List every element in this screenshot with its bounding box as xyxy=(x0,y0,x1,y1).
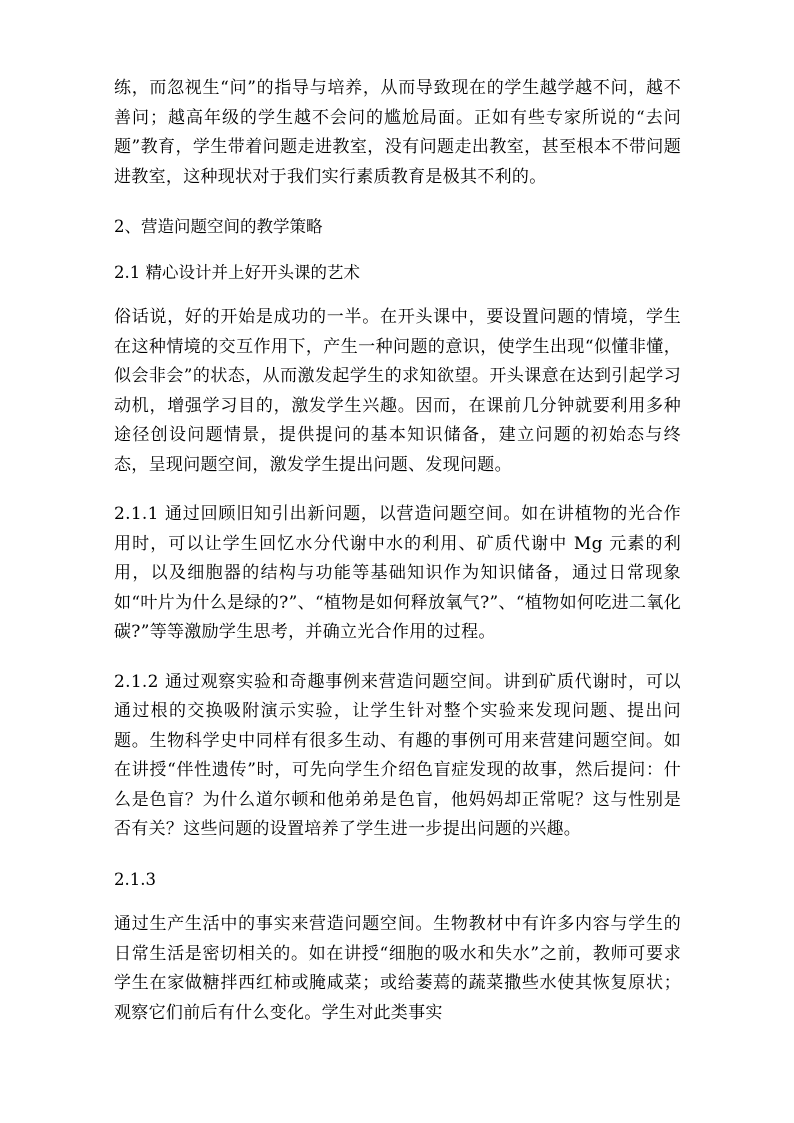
paragraph-2-1-3: 通过生产生活中的事实来营造问题空间。生物教材中有许多内容与学生的日常生活是密切相关的。如在讲授“细胞的吸水和失水”之前，教师可要求学生在家做糖拌西红柿或腌咸菜；或给萎蔫的蔬菜撒些水使其恢复原状；观察它们前后有什么变化。学生对此类事实 xyxy=(114,914,681,1023)
intro-paragraph: 练，而忽视生“问”的指导与培养，从而导致现在的学生越学越不问，越不善问；越高年级的学生越不会问的尴尬局面。正如有些专家所说的“去问题”教育，学生带着问题走进教室，没有问题走出教室，甚至根本不带问题进教室，这种现状对于我们实行素质教育是极其不利的。 xyxy=(114,78,681,187)
section-heading-2: 2、营造问题空间的教学策略 xyxy=(114,217,323,236)
paragraph-2-1-2: 2.1.2 通过观察实验和奇趣事例来营造问题空间。讲到矿质代谢时，可以通过根的交换吸附演示实验，让学生针对整个实验来发现问题、提出问题。生物科学史中同样有很多生动、有趣的事例可用来营建问题空间。如在讲授“伴性遗传”时，可先向学生介绍色盲症发现的故事，然后提问：什么是色盲？为什么道尔顿和他弟弟是色盲，他妈妈却正常呢？这与性别是否有关？这些问题的设置培养了学生进一步提出问题的兴趣。 xyxy=(114,671,681,839)
paragraph-2-1-1: 2.1.1 通过回顾旧知引出新问题，以营造问题空间。如在讲植物的光合作用时，可以让学生回忆水分代谢中水的利用、矿质代谢中 Mg 元素的利用，以及细胞器的结构与功能等基础知识作为知识储备，通过日常现象如“叶片为什么是绿的?”、“植物是如何释放氧气?”、“植物如何吃进二氧化碳?”等等激励学生思考，并确立光合作用的过程。 xyxy=(114,504,681,642)
paragraph-2-1: 俗话说，好的开始是成功的一半。在开头课中，要设置问题的情境，学生在这种情境的交互作用下，产生一种问题的意识，使学生出现“似懂非懂，似会非会”的状态，从而激发起学生的求知欲望。开头课意在达到引起学习动机，增强学习目的，激发学生兴趣。因而，在课前几分钟就要利用多种途径创设问题情景，提供提问的基本知识储备，建立问题的初始态与终态，呈现问题空间，激发学生提出问题、发现问题。 xyxy=(114,307,681,475)
document-page xyxy=(114,74,681,1028)
section-heading-2-1-3: 2.1.3 xyxy=(114,869,156,889)
section-heading-2-1: 2.1 精心设计并上好开头课的艺术 xyxy=(114,262,360,282)
